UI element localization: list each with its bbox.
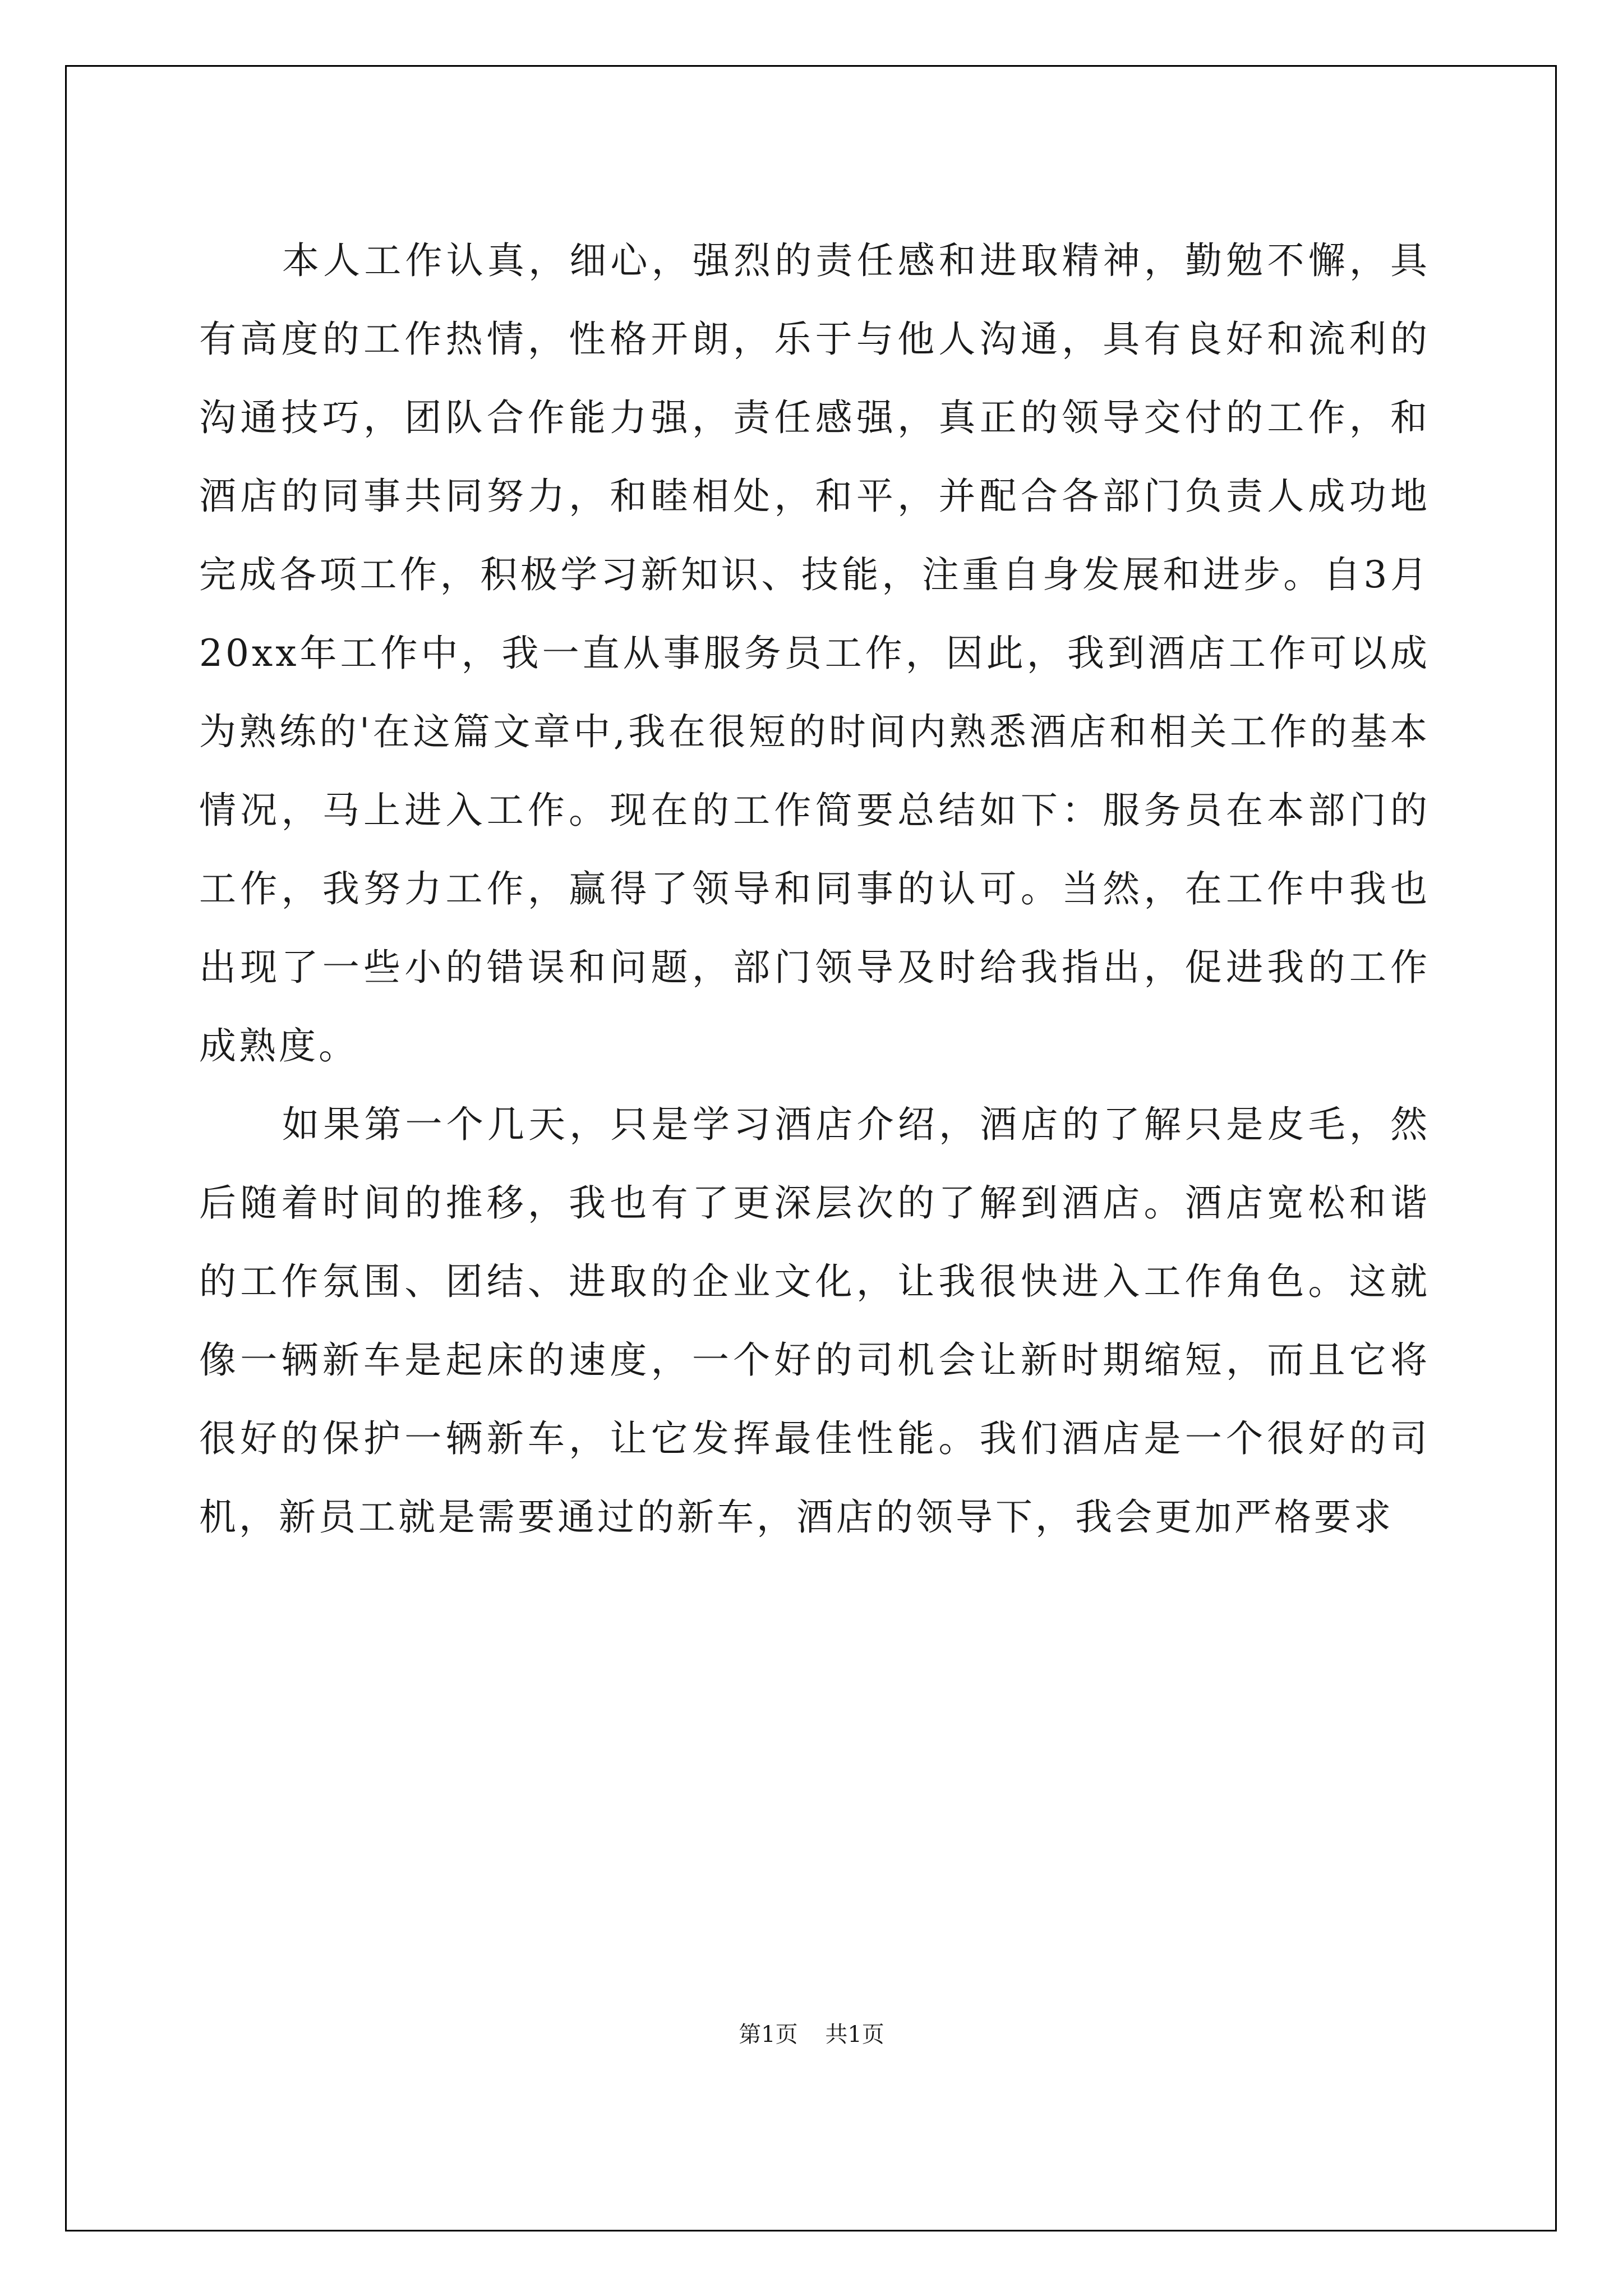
paragraph-2: 如果第一个几天，只是学习酒店介绍，酒店的了解只是皮毛，然后随着时间的推移，我也有了更深层次的了解到酒店。酒店宽松和谐的工作氛围、团结、进取的企业文化，让我很快进入工作角色。这就像一辆新车是起床的速度，一个好的司机会让新时期缩短，而且它将很好的保护一辆新车，让它发挥最佳性能。我们酒店是一个很好的司机，新员工就是需要通过的新车，酒店的领导下，我会更加严格要求 xyxy=(199,1103,1430,1539)
page-footer xyxy=(0,2017,1623,2049)
paragraph-1: 本人工作认真，细心，强烈的责任感和进取精神，勤勉不懈，具有高度的工作热情，性格开朗，乐于与他人沟通，具有良好和流利的沟通技巧，团队合作能力强，责任感强，真正的领导交付的工作，和酒店的同事共同努力，和睦相处，和平，并配合各部门负责人成功地完成各项工作，积极学习新知识、技能，注重自身发展和进步。自3月20xx年工作中，我一直从事服务员工作，因此，我到酒店工作可以成为熟练的'在这篇文章中,我在很短的时间内熟悉酒店和相关工作的基本情况，马上进入工作。现在的工作简要总结如下：服务员在本部门的工作，我努力工作，赢得了领导和同事的认可。当然，在工作中我也出现了一些小的错误和问题，部门领导及时给我指出，促进我的工作成熟度。 xyxy=(199,239,1430,1068)
page-number: 第1页 xyxy=(739,2022,798,2047)
document-body xyxy=(199,222,1430,1557)
page-total: 共1页 xyxy=(825,2022,884,2047)
